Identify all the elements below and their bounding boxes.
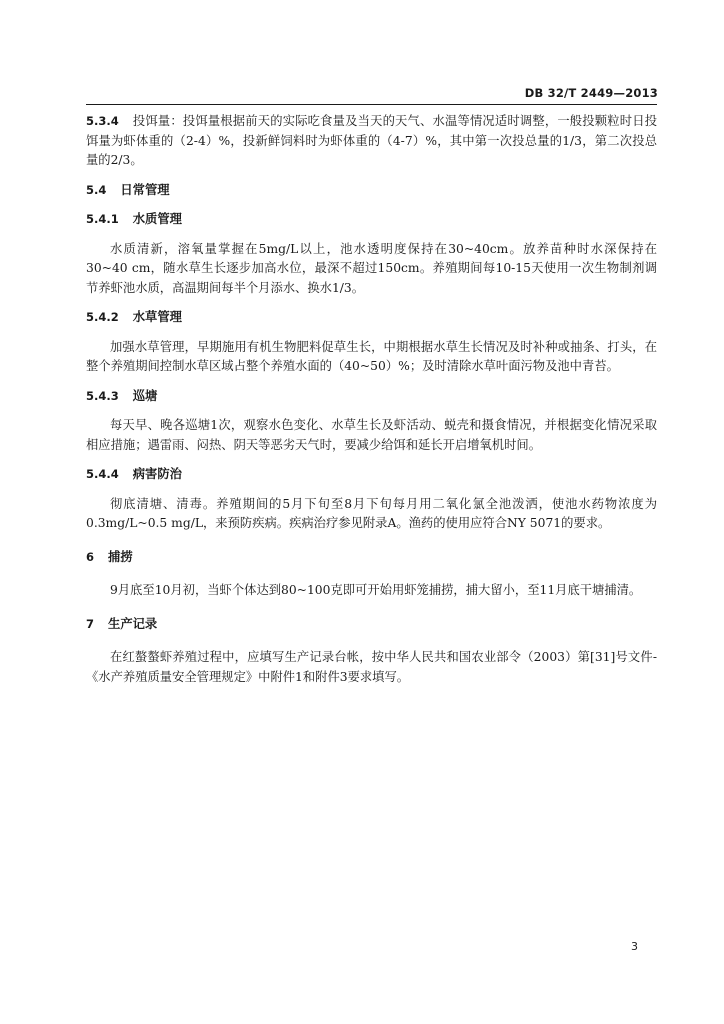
section-title: 水草管理 — [132, 310, 182, 324]
section-5-4-2-text: 加强水草管理，早期施用有机生物肥料促草生长，中期根据水草生长情况及时补种或抽条、打头，在整个养殖期间控制水草区域占整个养殖水面的（40~50）%；及时清除水草叶面污物及池中青苔。 — [86, 339, 657, 373]
section-5-4-2-heading — [86, 308, 657, 328]
page-number: 3 — [631, 940, 638, 953]
section-5-4-heading — [86, 181, 657, 201]
section-title: 生产记录 — [108, 616, 158, 631]
section-title: 水质管理 — [132, 212, 182, 226]
section-number: 7 — [86, 616, 95, 631]
section-title: 日常管理 — [120, 182, 170, 197]
section-6-heading — [86, 548, 657, 568]
section-title: 巡塘 — [132, 388, 158, 403]
section-5-4-4-heading — [86, 465, 657, 485]
section-5-4-4-text: 彻底清塘、清毒。养殖期间的5月下旬至8月下旬每月用二氧化氯全池泼洒，使池水药物浓度为0.3mg/L~0.5 mg/L，来预防疾病。疾病治疗参见附录A。渔药的使用应符合NY 5071的要求。 — [86, 496, 657, 530]
section-7-heading — [86, 615, 657, 635]
section-number: 5.4.2 — [86, 310, 119, 324]
section-5-4-3-text: 每天早、晚各巡塘1次，观察水色变化、水草生长及虾活动、蜕壳和摄食情况，并根据变化情况采取相应措施；遇雷雨、闷热、阴天等恶劣天气时，要减少给饵和延长开启增氧机时间。 — [86, 418, 657, 452]
section-7-text: 在红螯螯虾养殖过程中，应填写生产记录台帐，按中华人民共和国农业部令（2003）第[31]号文件-《水产养殖质量安全管理规定》中附件1和附件3要求填写。 — [86, 650, 657, 684]
section-5-4-3-heading — [86, 387, 657, 407]
section-number: 5.4.1 — [86, 212, 119, 226]
standard-code: DB 32/T 2449—2013 — [524, 86, 658, 100]
section-number: 5.4.3 — [86, 388, 119, 403]
section-text: 投饵量：投饵量根据前天的实际吃食量及当天的天气、水温等情况适时调整，一般投颗粒时日投饵量为虾体重的（2-4）%，投新鲜饲料时为虾体重的（4-7）%，其中第一次投总量的1/3，第二次投总量的2/3。 — [86, 114, 657, 167]
section-5-4-1-heading — [86, 210, 657, 230]
section-6-text: 9月底至10月初，当虾个体达到80~100克即可开始用虾笼捕捞，捕大留小，至11月底干塘捕清。 — [110, 583, 642, 597]
section-5-4-1-text: 水质清新，溶氧量掌握在5mg/L以上，池水透明度保持在30~40cm。放养苗种时水深保持在30~40 cm，随水草生长逐步加高水位，最深不超过150cm。养殖期间每10-15天使用一次生物制剂调节养虾池水质，高温期间每半个月添水、换水1/3。 — [86, 241, 657, 295]
section-number: 5.4.4 — [86, 467, 119, 481]
section-number: 6 — [86, 549, 95, 564]
section-number: 5.3.4 — [86, 114, 119, 128]
section-5-3-4 — [86, 112, 657, 171]
section-title: 病害防治 — [132, 467, 182, 481]
section-number: 5.4 — [86, 182, 107, 197]
document-body — [86, 112, 657, 687]
section-title: 捕捞 — [108, 549, 133, 564]
header-rule — [86, 104, 657, 105]
